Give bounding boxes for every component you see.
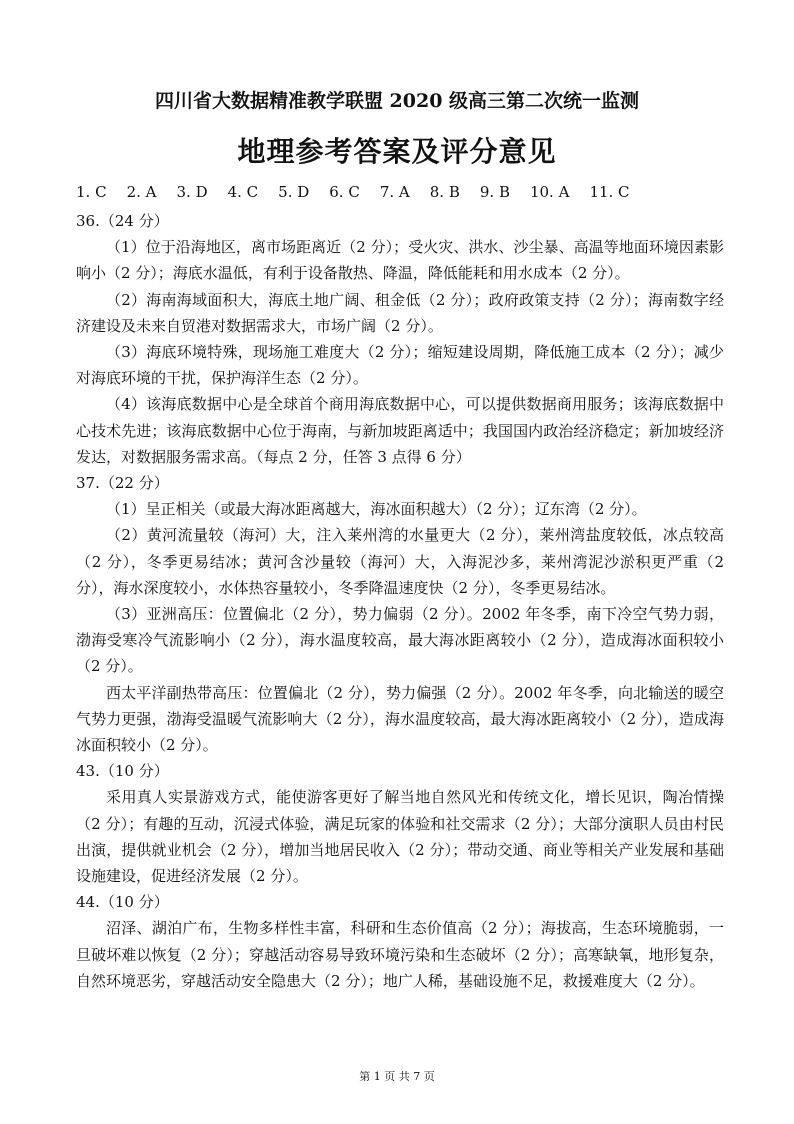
- q37-part4: 西太平洋副热带高压：位置偏北（2 分），势力偏强（2 分）。2002 年冬季，向北输送的暖空气势力更强，渤海受温暖气流影响大（2 分），海水温度较高，最大海冰距离较小（2 分），造成海冰面积较小（2 分）。: [76, 683, 724, 755]
- q44-answer: 沼泽、湖泊广布，生物多样性丰富，科研和生态价值高（2 分）；海拔高，生态环境脆弱，一旦破坏难以恢复（2 分）；穿越活动容易导致环境污染和生态破坏（2 分）；高寒缺氧，地形复杂，自然环境恶劣，穿越活动安全隐患大（2 分）；地广人稀，基础设施不足，救援难度大（2 分）。: [76, 919, 724, 990]
- choice-answer: 1. C: [76, 183, 107, 201]
- page-title: 地理参考答案及评分意见: [237, 135, 557, 168]
- choice-answer: 4. C: [227, 183, 259, 201]
- q43-answer: 采用真人实景游戏方式，能使游客更好了解当地自然风光和传统文化，增长见识，陶冶情操（2 分）；有趣的互动，沉浸式体验，满足玩家的体验和社交需求（2 分）；大部分演职人员由村民出演，提供就业机会（2 分），增加当地居民收入（2 分）；带动交通、商业等相关产业发展和基础设施建设，促进经济发展（2 分）。: [76, 788, 724, 886]
- choice-answer: 5. D: [278, 183, 310, 201]
- choice-answer: 11. C: [589, 183, 630, 201]
- page-number: 第 1 页 共 7 页: [359, 1070, 435, 1083]
- choice-answer: 8. B: [429, 183, 460, 201]
- choice-answer: 6. C: [329, 183, 360, 201]
- q43-heading: 43.（10 分）: [76, 762, 169, 781]
- q36-part4: （4）该海底数据中心是全球首个商用海底数据中心，可以提供数据商用服务；该海底数据中心技术先进；该海底数据中心位于海南，与新加坡距离适中；我国国内政治经济稳定；新加坡经济发达，对数据服务需求高。（每点 2 分，任答 3 点得 6 分）: [76, 395, 724, 466]
- q37-heading: 37.（22 分）: [76, 474, 169, 493]
- choice-answers: [76, 183, 726, 201]
- q36-part3: （3）海底环境特殊，现场施工难度大（2 分）；缩短建设周期，降低施工成本（2 分）；减少对海底环境的干扰，保护海洋生态（2 分）。: [76, 343, 724, 388]
- q44-heading: 44.（10 分）: [76, 893, 169, 912]
- answer-content: [76, 208, 724, 994]
- q37-part2: （2）黄河流量较（海河）大，注入莱州湾的水量更大（2 分），莱州湾盐度较低，冰点较高（2 分），冬季更易结冰；黄河含沙量较（海河）大，入海泥沙多，莱州湾泥沙淤积更严重（2 分），海水深度较小，水体热容量较小，冬季降温速度快（2 分），冬季更易结冰。: [76, 526, 724, 597]
- q36-heading: 36.（24 分）: [76, 212, 169, 230]
- choice-answer: 7. A: [379, 183, 410, 201]
- q36-part2: （2）海南海域面积大，海底土地广阔、租金低（2 分）；政府政策支持（2 分）；海南数字经济建设及未来自贸港对数据需求大，市场广阔（2 分）。: [76, 290, 724, 335]
- q37-part1: （1）呈正相关（或最大海冰距离越大，海冰面积越大）（2 分）；辽东湾（2 分）。: [106, 500, 647, 519]
- choice-answer: 3. D: [176, 183, 208, 201]
- choice-answer: 2. A: [126, 183, 157, 201]
- q37-part3: （3）亚洲高压：位置偏北（2 分），势力偏弱（2 分）。2002 年冬季，南下冷空气势力弱，渤海受寒冷气流影响小（2 分），海水温度较高，最大海冰距离较小（2 分），造成海冰面积较小（2 分）。: [76, 605, 724, 676]
- choice-answer: 9. B: [479, 183, 510, 201]
- q36-part1: （1）位于沿海地区，离市场距离近（2 分）；受火灾、洪水、沙尘暴、高温等地面环境因素影响小（2 分）；海底水温低，有利于设备散热、降温，降低能耗和用水成本（2 分）。: [76, 238, 724, 283]
- exam-header: 四川省大数据精准教学联盟 2020 级高三第二次统一监测: [154, 90, 640, 112]
- choice-answer: 10. A: [529, 183, 570, 201]
